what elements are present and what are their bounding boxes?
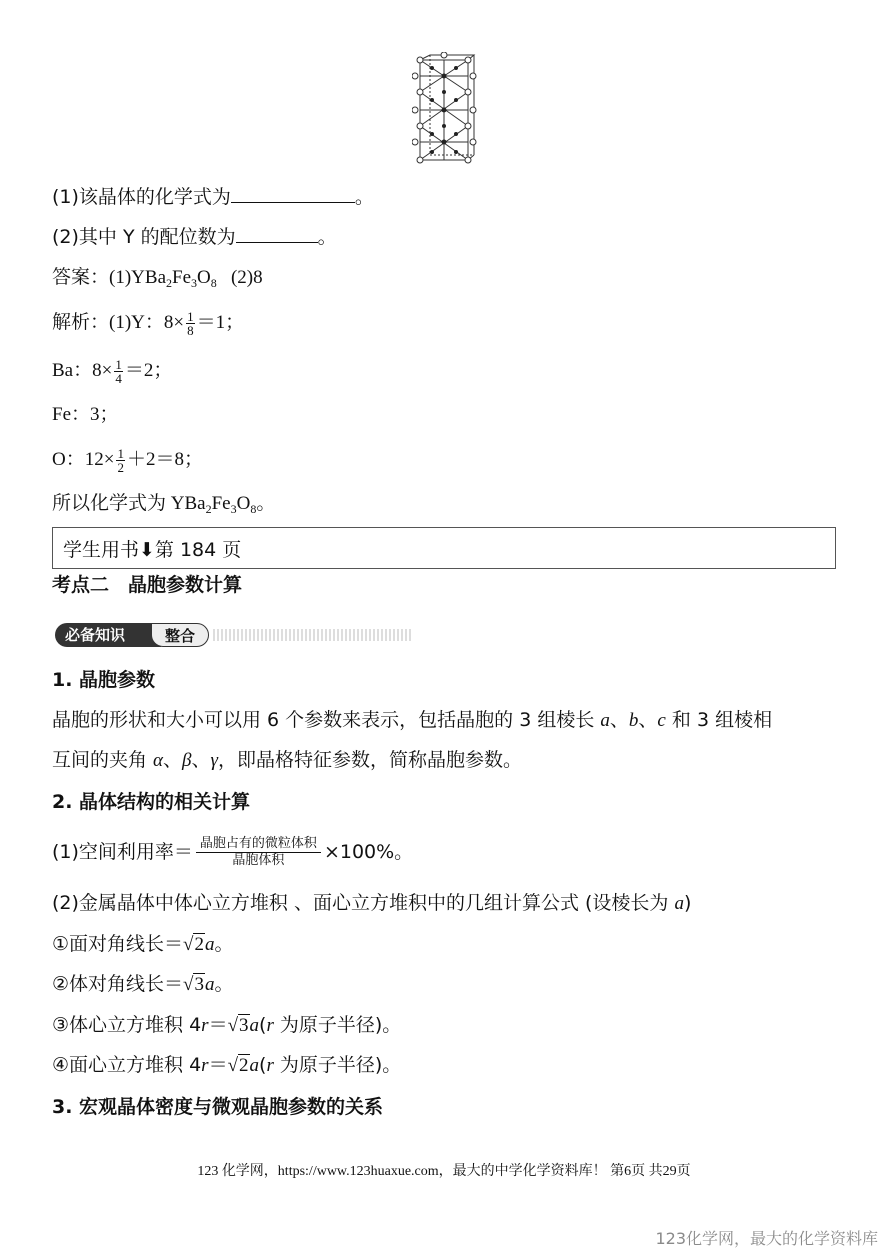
denominator: 4 — [115, 371, 122, 386]
analysis-text: ＋2＝8； — [126, 448, 203, 470]
s2-title: 2. 晶体结构的相关计算 — [52, 791, 251, 813]
s1-text: 和 3 组棱相 — [665, 709, 773, 731]
question-2-text: (2)其中 Y 的配位数为 — [52, 226, 236, 248]
sep: 、 — [163, 749, 183, 771]
formula-text: ( — [259, 1014, 267, 1036]
subscript: 2 — [205, 502, 212, 516]
sqrt: √3 — [227, 1015, 249, 1036]
s1-line1 — [52, 708, 772, 733]
denominator: 8 — [187, 323, 194, 339]
analysis-fe: Fe：3； — [52, 404, 119, 425]
analysis-text: Ba：8× — [52, 359, 113, 381]
conclusion-text: 。 — [256, 493, 276, 514]
sqrt: √2 — [183, 934, 204, 955]
formula-text: 为原子半径)。 — [273, 1014, 402, 1036]
question-1-suffix: 。 — [354, 186, 374, 208]
denominator: 晶胞体积 — [232, 853, 285, 868]
formula-4 — [52, 1053, 401, 1078]
var-alpha: α — [153, 750, 164, 771]
formula-text: ①面对角线长＝ — [52, 933, 184, 955]
question-1-text: (1)该晶体的化学式为 — [52, 186, 231, 208]
formula-text: ②体对角线长＝ — [52, 973, 184, 995]
formula-text: ( — [259, 1054, 267, 1076]
var-a: a — [674, 893, 684, 914]
var-c: c — [657, 710, 666, 731]
var-b: b — [628, 710, 639, 731]
answer-label: 答案： — [52, 266, 110, 288]
s1-text: ，即晶格特征参数，简称晶胞参数。 — [218, 749, 523, 771]
radicand: 3 — [239, 1015, 249, 1036]
subscript: 3 — [230, 502, 237, 516]
analysis-text: ＝1； — [196, 312, 245, 333]
var-r: r — [201, 1015, 209, 1036]
conclusion-text: 所以化学式为 YBa — [52, 493, 206, 514]
numerator: 1 — [187, 309, 194, 325]
question-1 — [52, 184, 374, 209]
analysis-y — [52, 310, 244, 337]
analysis-text: ＝2； — [124, 359, 173, 381]
section-title: 考点二 晶胞参数计算 — [52, 574, 243, 596]
banner-stripe — [213, 629, 413, 641]
question-2 — [52, 224, 337, 249]
radicand: 2 — [194, 934, 204, 955]
answer-line — [52, 265, 263, 295]
var-beta: β — [182, 750, 192, 771]
var-a: a — [249, 1015, 260, 1036]
analysis-conclusion — [52, 492, 275, 521]
answer-part: (2)8 — [216, 267, 263, 288]
page-footer: 123 化学网，https://www.123huaxue.com，最大的中学化学资料库！ 第6页 共29页 — [197, 1164, 691, 1179]
var-a: a — [249, 1055, 260, 1076]
formula-1 — [52, 932, 234, 957]
sep: 、 — [638, 709, 658, 731]
answer-blank-2[interactable] — [236, 224, 318, 243]
sep: 、 — [191, 749, 211, 771]
sqrt: √3 — [183, 974, 204, 995]
formula-text: 。 — [214, 933, 234, 955]
formula-text: ③体心立方堆积 4 — [52, 1014, 202, 1036]
watermark: 123化学网，最大的化学资料库 — [655, 1229, 878, 1248]
formula-text: ④面心立方堆积 4 — [52, 1054, 202, 1076]
analysis-ba — [52, 358, 172, 385]
var-r: r — [201, 1055, 209, 1076]
subscript: 3 — [191, 276, 197, 290]
s1-line2 — [52, 748, 522, 773]
s1-text: 晶胞的形状和大小可以用 6 个参数来表示，包括晶胞的 3 组棱长 — [52, 709, 601, 731]
analysis-o — [52, 447, 203, 474]
s3-title: 3. 宏观晶体密度与微观晶胞参数的关系 — [52, 1096, 384, 1118]
numerator: 1 — [117, 446, 124, 461]
fraction — [186, 310, 195, 337]
book-reference: 学生用书⬇第 184 页 — [63, 539, 242, 561]
numerator: 晶胞占有的微粒体积 — [196, 836, 321, 853]
question-2-suffix: 。 — [317, 226, 337, 248]
var-gamma: γ — [210, 750, 219, 771]
s2-p1 — [52, 836, 413, 869]
answer-part: O — [197, 267, 211, 288]
s1-title: 1. 晶胞参数 — [52, 669, 156, 691]
formula-text: ＝ — [208, 1054, 228, 1076]
conclusion-text: O — [236, 493, 251, 514]
denominator: 2 — [117, 460, 124, 475]
formula-text: 为原子半径)。 — [273, 1054, 402, 1076]
answer-blank-1[interactable] — [231, 184, 355, 203]
formula-3 — [52, 1013, 401, 1038]
radicand: 2 — [239, 1055, 249, 1076]
subscript: 8 — [250, 502, 257, 516]
banner-left: 必备知识 — [55, 623, 161, 647]
fraction — [196, 836, 321, 869]
formula-2 — [52, 972, 234, 997]
s2-p2 — [52, 891, 691, 916]
subscript: 2 — [166, 276, 172, 290]
s2-text: (1)空间利用率＝ — [52, 841, 193, 863]
book-reference-box — [52, 527, 836, 569]
var-r: r — [266, 1015, 274, 1036]
numerator: 1 — [115, 357, 122, 372]
formula-text: ＝ — [208, 1014, 228, 1036]
answer-part: Fe — [172, 267, 191, 288]
fraction — [114, 358, 123, 385]
s2-text: (2)金属晶体中体心立方堆积 、面心立方堆积中的几组计算公式 (设棱长为 — [52, 892, 675, 914]
var-r: r — [266, 1055, 274, 1076]
analysis-text: (1)Y：8× — [109, 312, 185, 333]
var-a: a — [204, 934, 215, 955]
var-a: a — [600, 710, 610, 731]
fraction — [116, 447, 125, 474]
subscript: 8 — [210, 276, 217, 290]
banner-right: 整合 — [151, 623, 209, 647]
sep: 、 — [609, 709, 629, 731]
formula-text: 。 — [214, 973, 234, 995]
analysis-text: O：12× — [52, 448, 115, 470]
conclusion-text: Fe — [211, 493, 231, 514]
crystal-structure-figure — [412, 52, 478, 168]
var-a: a — [204, 974, 215, 995]
s1-text: 互间的夹角 — [52, 749, 154, 771]
analysis-label: 解析： — [52, 311, 110, 333]
sqrt: √2 — [227, 1055, 249, 1076]
s2-text: ) — [683, 892, 692, 914]
answer-part: (1)YBa — [109, 267, 166, 288]
s2-text: ×100%。 — [323, 841, 414, 863]
radicand: 3 — [194, 974, 204, 995]
